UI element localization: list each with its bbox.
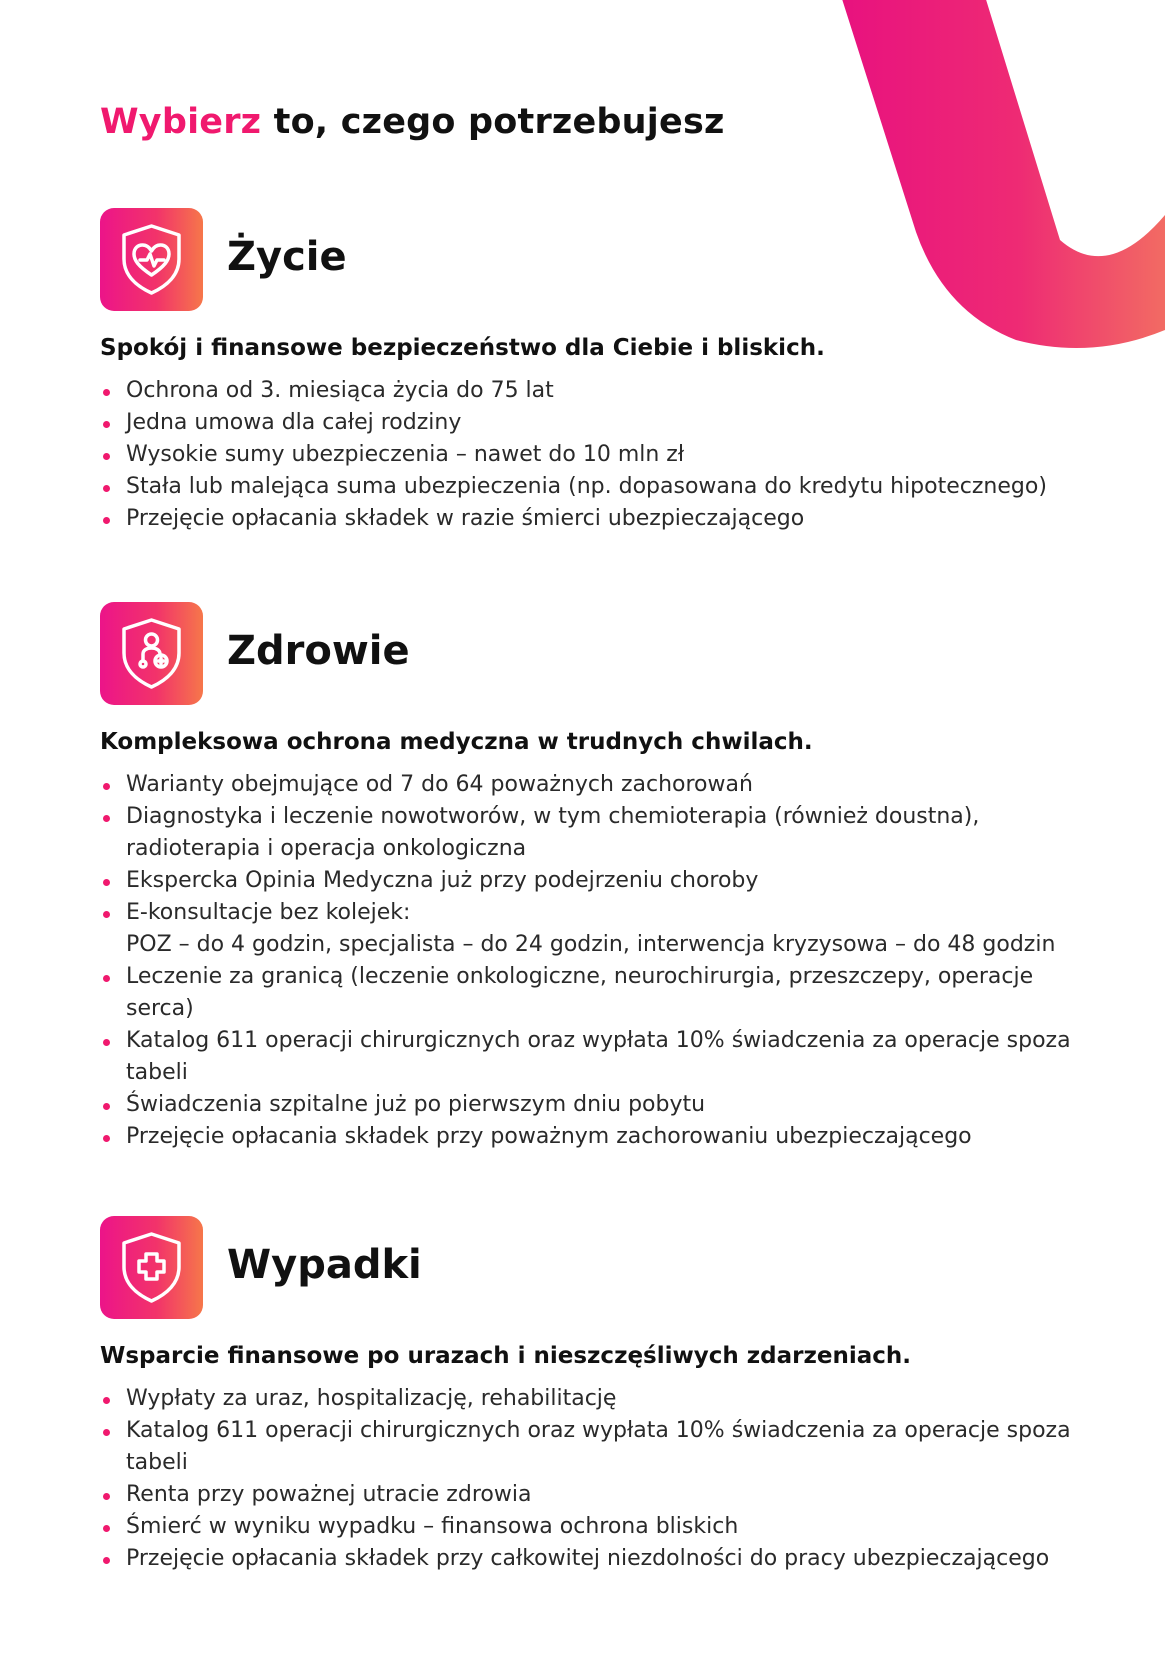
bullet-list xyxy=(100,375,1100,535)
list-item: Ekspercka Opinia Medyczna już przy podejrzeniu choroby xyxy=(100,865,1100,897)
icon-tile xyxy=(100,1216,203,1319)
section-life-header xyxy=(100,208,1100,312)
list-item: Przejęcie opłacania składek przy całkowitej niezdolności do pracy ubezpieczającego xyxy=(100,1543,1100,1575)
list-item: Śmierć w wyniku wypadku – finansowa ochrona bliskich xyxy=(100,1511,1100,1543)
list-item: Stała lub malejąca suma ubezpieczenia (np. dopasowana do kredytu hipotecznego) xyxy=(100,471,1100,503)
doctor-shield-icon xyxy=(117,616,186,691)
medical-cross-shield-icon xyxy=(117,1230,186,1305)
icon-tile xyxy=(100,602,203,705)
list-item: Wysokie sumy ubezpieczenia – nawet do 10 mln zł xyxy=(100,439,1100,471)
icon-tile xyxy=(100,208,203,311)
list-item: Wypłaty za uraz, hospitalizację, rehabilitację xyxy=(100,1383,1100,1415)
list-item: Przejęcie opłacania składek przy poważnym zachorowaniu ubezpieczającego xyxy=(100,1121,1100,1153)
section-subtitle: Spokój i finansowe bezpieczeństwo dla Ciebie i bliskich. xyxy=(100,335,825,361)
list-item: Katalog 611 operacji chirurgicznych oraz wypłata 10% świadczenia za operacje spoza tabeli xyxy=(100,1025,1100,1089)
list-item: Warianty obejmujące od 7 do 64 poważnych zachorowań xyxy=(100,769,1100,801)
list-item: Ochrona od 3. miesiąca życia do 75 lat xyxy=(100,375,1100,407)
list-item: Diagnostyka i leczenie nowotworów, w tym chemioterapia (również doustna), radioterapia i operacja onkologiczna xyxy=(100,801,1100,865)
list-item: Leczenie za granicą (leczenie onkologiczne, neurochirurgia, przeszczepy, operacje serca) xyxy=(100,961,1100,1025)
section-title: Życie xyxy=(227,234,347,280)
list-item: Renta przy poważnej utracie zdrowia xyxy=(100,1479,1100,1511)
heart-shield-icon xyxy=(117,222,186,297)
list-item: Przejęcie opłacania składek w razie śmierci ubezpieczającego xyxy=(100,503,1100,535)
list-item: Świadczenia szpitalne już po pierwszym dniu pobytu xyxy=(100,1089,1100,1121)
section-health xyxy=(100,602,1100,1153)
page-title-rest: to, czego potrzebujesz xyxy=(261,102,725,142)
list-item: Katalog 611 operacji chirurgicznych oraz wypłata 10% świadczenia za operacje spoza tabeli xyxy=(100,1415,1100,1479)
bullet-list xyxy=(100,1383,1100,1575)
section-life xyxy=(100,208,1100,535)
section-accidents xyxy=(100,1216,1100,1575)
section-subtitle: Wsparcie finansowe po urazach i nieszczęśliwych zdarzeniach. xyxy=(100,1343,911,1369)
section-title: Wypadki xyxy=(227,1242,422,1288)
section-accidents-header xyxy=(100,1216,1100,1320)
page-title xyxy=(100,102,725,142)
section-title: Zdrowie xyxy=(227,628,410,674)
list-item: Jedna umowa dla całej rodziny xyxy=(100,407,1100,439)
list-item: E-konsultacje bez kolejek: POZ – do 4 godzin, specjalista – do 24 godzin, interwencja kryzysowa – do 48 godzin xyxy=(100,897,1100,961)
section-subtitle: Kompleksowa ochrona medyczna w trudnych chwilach. xyxy=(100,729,813,755)
page-title-accent: Wybierz xyxy=(100,102,262,142)
bullet-list xyxy=(100,769,1100,1153)
section-health-header xyxy=(100,602,1100,706)
